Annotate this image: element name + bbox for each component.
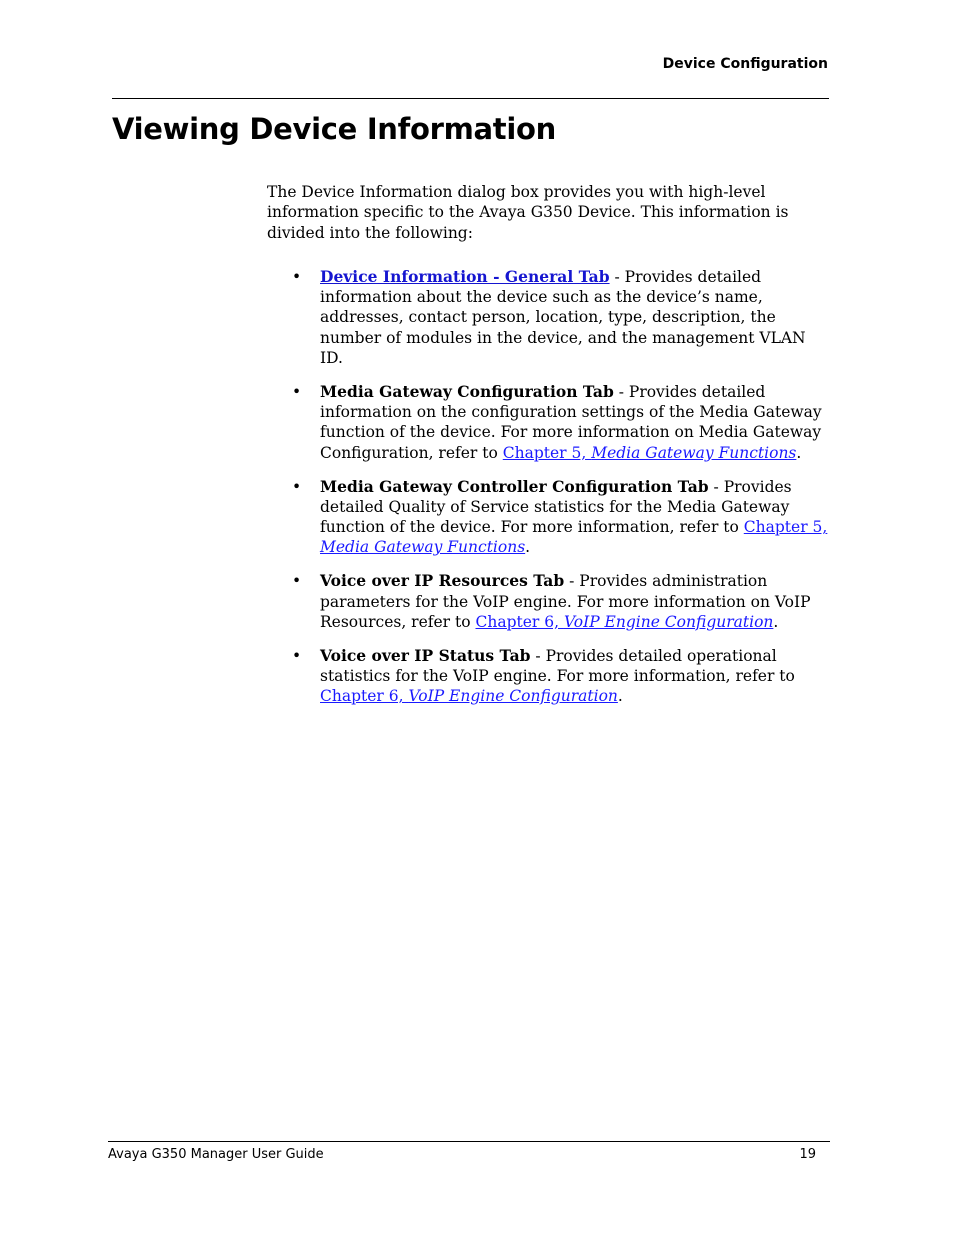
list-item	[267, 382, 829, 463]
general-tab-link[interactable]: Device Information - General Tab	[320, 266, 610, 286]
item-tail: .	[773, 612, 779, 631]
page-title: Viewing Device Information	[112, 112, 556, 146]
list-item	[267, 571, 829, 632]
ref-chapter: Chapter 5,	[743, 518, 828, 537]
list-item	[267, 267, 829, 368]
footer-guide-title: Avaya G350 Manager User Guide	[108, 1147, 324, 1162]
page-number: 19	[799, 1147, 816, 1162]
ref-chapter: Chapter 6,	[475, 612, 564, 631]
ref-title: VoIP Engine Configuration	[408, 687, 618, 706]
list-item	[267, 646, 829, 707]
header-divider	[112, 98, 829, 99]
item-tail: .	[796, 443, 802, 462]
item-label: Media Gateway Configuration Tab	[320, 381, 614, 401]
tab-list	[267, 267, 829, 707]
bullet-icon: •	[292, 267, 302, 286]
list-item	[267, 477, 829, 558]
item-label: Voice over IP Status Tab	[320, 645, 531, 665]
item-description: - Provides administration parameters for the VoIP engine. For more information on VoIP Resources, refer to	[320, 572, 811, 631]
ref-chapter: Chapter 6,	[320, 687, 409, 706]
item-description: - Provides detailed information about the device such as the device’s name, addresses, contact person, location, type, description, the number of modules in the device, and the management VLAN ID.	[320, 267, 806, 368]
bullet-icon: •	[292, 646, 302, 665]
bullet-icon: •	[292, 382, 302, 401]
ref-chapter: Chapter 5,	[502, 443, 592, 462]
item-label: Voice over IP Resources Tab	[320, 571, 565, 591]
item-description: - Provides detailed Quality of Service statistics for the Media Gateway function of the device. For more information, refer to	[320, 477, 792, 537]
running-header: Device Configuration	[662, 56, 828, 72]
chapter-5-link[interactable]	[503, 444, 797, 462]
item-tail: .	[617, 687, 623, 706]
bullet-icon: •	[292, 572, 302, 591]
item-label: Media Gateway Controller Configuration Tab	[320, 476, 709, 496]
footer-divider	[108, 1141, 830, 1142]
item-description: - Provides detailed information on the configuration settings of the Media Gateway function of the device. For more information on Media Gateway Configuration, refer to	[320, 382, 822, 462]
item-tail: .	[525, 538, 531, 557]
ref-title: Media Gateway Functions	[591, 443, 797, 462]
ref-title: VoIP Engine Configuration	[563, 612, 774, 631]
ref-title: Media Gateway Functions	[320, 538, 526, 557]
body-text	[267, 182, 829, 720]
chapter-6-link[interactable]	[476, 613, 774, 631]
bullet-icon: •	[292, 477, 302, 496]
chapter-6-link[interactable]	[320, 687, 618, 705]
item-description: - Provides detailed operational statistics for the VoIP engine. For more information, refer to	[320, 646, 795, 685]
intro-paragraph: The Device Information dialog box provides you with high-level information specific to the Avaya G350 Device. This information is divided into the following:	[267, 183, 789, 242]
